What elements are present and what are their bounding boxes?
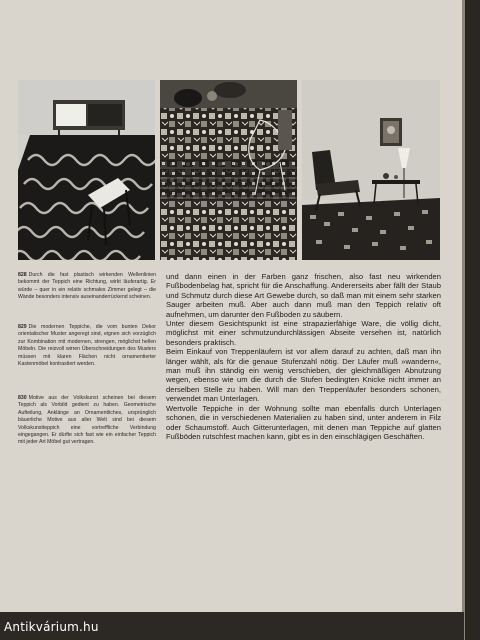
caption-828 [18, 272, 156, 302]
caption-number: 828 [18, 272, 27, 278]
caption-number: 829 [18, 324, 27, 330]
caption-text: Durch die fast plastisch wirkenden Wellenlinien bekommt der Teppich eine Richtung, wirkt läuferartig. Er würde – quer in ein relativ schmales Zimmer gelegt – die Wände besonders intensiv auseinanderrückend scheinen. [18, 272, 156, 301]
body-paragraph: Unter diesem Gesichtspunkt ist eine strapazierfähige Ware, die völlig dicht, möglichst mit einer schmutzundurchlässigen Abseite versehen ist, natürlich besonders praktisch. [166, 319, 441, 347]
caption-text: Die modernen Teppiche, die vom bunten Dekor orientalischer Muster angeregt sind, eignen sich vorzüglich zur Kombination mit modernen, strengen, möglichst hellen Möbeln. Die reizvoll wirren Überschneidungen des Musters müssen mit klaren Flächen nicht ornamentierter Kastenmöbel kontrastiert werden. [18, 324, 156, 368]
body-text [166, 272, 441, 441]
photo-3-illustration [302, 80, 440, 260]
photo-1-illustration [18, 80, 155, 260]
caption-number: 830 [18, 395, 27, 401]
body-paragraph: und dann einen in der Farben ganz frischen, also fast neu wirkenden Fußbodenbelag hat, spricht für die Anschaffung. Andererseits aber fällt der Staub und Schmutz durch diese Art Gewebe durch, so daß man mit einem sehr starken Sauger arbeiten muß. Aber auch dann muß man den Teppich relativ oft aufnehmen, um darunter den Fußboden zu säubern. [166, 272, 441, 319]
photo-oriental-pattern-carpet [160, 80, 297, 260]
body-paragraph: Beim Einkauf von Treppenläufern ist vor allem darauf zu achten, daß man ihn länger wählt, als für die genaue Stufenzahl nötig. Der Läufer muß »wandern«, man muß ihn ständig ein wenig verschieben, der gleichmäßigen Abnutzung wegen, ebenso wie um die durch die Stufen bedingten Knicke nicht immer an derselben Stelle zu haben. Will man den Treppenläufer besonders schonen, verwendet man Unterlagen. [166, 347, 441, 404]
photo-living-room-with-chair [302, 80, 440, 260]
page-edge [462, 0, 465, 640]
caption-text: Motive aus der Volkskunst scheinen bei diesem Teppich als Vorbild gedient zu haben. Geometrische Aufteilung, Anklänge an Ornamentliches, ursprünglich bäuerliche Motive aus aller Welt sind bei diesem Volkskunstteppich eine vortreffliche Verbindung eingegangen. Er dürfte sich fast wie ein einfacher Teppich mit jeder Art Möbel gut vertragen. [18, 395, 156, 446]
watermark: Antikvárium.hu [4, 620, 99, 634]
photo-2-illustration [160, 80, 297, 260]
body-paragraph: Wertvolle Teppiche in der Wohnung sollte man ebenfalls durch Unterlagen schonen, die in verschiedenen Materialien zu haben sind, unter anderem in Filz oder Schaumstoff. Auch Gitterunterlagen, mit denen man Teppiche auf glatten Fußböden rutschfest machen kann, gibt es in den einschlägigen Geschäften. [166, 403, 441, 441]
caption-830 [18, 395, 156, 447]
caption-829 [18, 324, 156, 368]
photo-room-with-patterned-rug [18, 80, 155, 260]
